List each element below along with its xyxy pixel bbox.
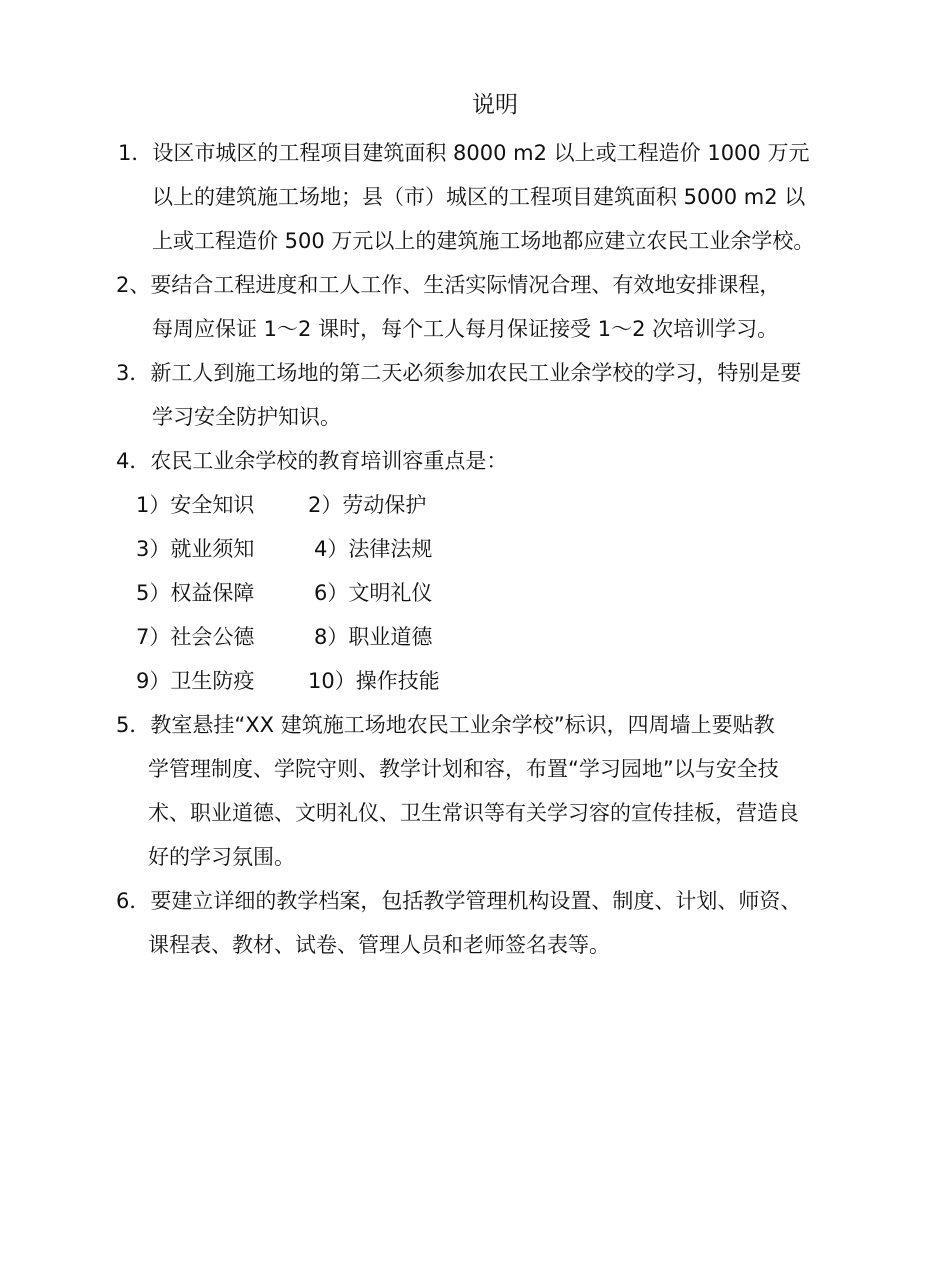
topic-item: 6）文明礼仪 [314,581,433,605]
topic-item: 9）卫生防疫 [136,669,255,693]
item-continuation-line: 上或工程造价 500 万元以上的建筑施工场地都应建立农民工业余学校。 [152,229,815,253]
item-number: 6． [116,889,151,913]
item-continuation-line: 学管理制度、学院守则、教学计划和容，布置“学习园地”以与安全技 [148,757,779,781]
item-continuation-line: 课程表、教材、试卷、管理人员和老师签名表等。 [148,933,610,957]
item-continuation-line: 以上的建筑施工场地；县（市）城区的工程项目建筑面积 5000 m2 以 [152,185,806,209]
list-item-3 [116,358,801,388]
topic-item: 10）操作技能 [308,669,440,693]
item-continuation-line: 每周应保证 1～2 课时，每个工人每月保证接受 1～2 次培训学习。 [152,317,779,341]
item-number: 5． [116,713,151,737]
item-text-line: 要结合工程进度和工人工作、生活实际情况合理、有效地安排课程， [150,273,781,297]
item-text-line: 新工人到施工场地的第二天必须参加农民工业余学校的学习，特别是要 [150,361,802,385]
item-number: 2、 [116,273,151,297]
list-item-1 [118,138,809,168]
item-text-line: 教室悬挂“XX 建筑施工场地农民工业余学校”标识，四周墙上要贴教 [150,713,775,737]
item-number: 1． [118,141,153,165]
item-number: 4． [116,449,151,473]
topic-item: 2）劳动保护 [308,493,427,517]
item-number: 3． [116,361,151,385]
topic-item: 5）权益保障 [136,581,255,605]
page-title: 说明 [472,92,518,118]
list-item-5 [116,710,775,740]
topic-item: 1）安全知识 [136,493,255,517]
list-item-4 [116,446,507,476]
item-continuation-line: 好的学习氛围。 [148,845,295,869]
item-text-line: 农民工业余学校的教育培训容重点是： [150,449,508,473]
item-text-line: 设区市城区的工程项目建筑面积 8000 m2 以上或工程造价 1000 万元 [152,141,810,165]
list-item-6 [116,886,801,916]
list-item-2 [116,270,780,300]
topic-item: 3）就业须知 [136,537,255,561]
topic-item: 8）职业道德 [314,625,433,649]
item-continuation-line: 术、职业道德、文明礼仪、卫生常识等有关学习容的宣传挂板，营造良 [148,801,799,825]
topic-item: 7）社会公德 [136,625,255,649]
item-continuation-line: 学习安全防护知识。 [152,405,341,429]
topic-item: 4）法律法规 [314,537,433,561]
item-text-line: 要建立详细的教学档案，包括教学管理机构设置、制度、计划、师资、 [150,889,802,913]
